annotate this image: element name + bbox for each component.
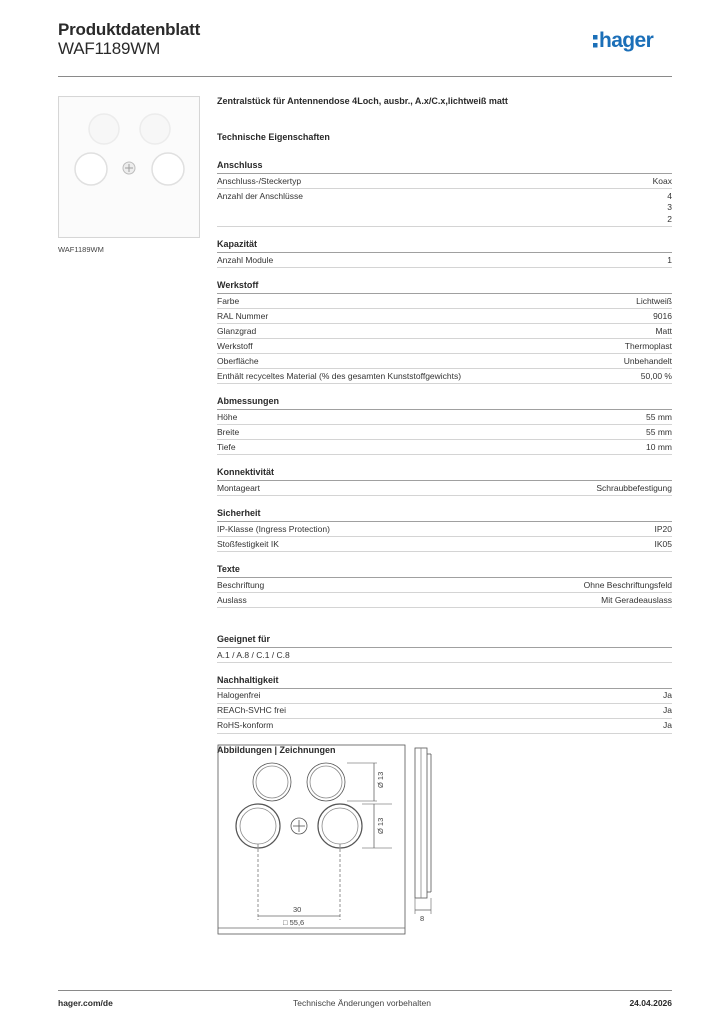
spec-label: A.1 / A.8 / C.1 / C.8 (217, 649, 290, 660)
spec-label: RAL Nummer (217, 310, 269, 321)
section-title: Geeignet für (217, 633, 672, 648)
spec-label: Beschriftung (217, 579, 265, 590)
hole-bottom-right (318, 804, 362, 848)
dim-label-hole-top: Ø 13 (376, 771, 385, 788)
spec-value-line: 9016 (653, 310, 672, 321)
logo-dot-top (593, 35, 598, 40)
spec-label: Tiefe (217, 441, 236, 452)
spec-label: Oberfläche (217, 355, 259, 366)
spec-row (217, 425, 672, 440)
section-title: Konnektivität (217, 466, 672, 481)
spec-row (217, 294, 672, 309)
spec-label: Auslass (217, 594, 247, 605)
spec-section (217, 674, 672, 734)
specifications (217, 96, 672, 761)
spec-value-line: Ja (663, 705, 672, 715)
spec-value-line: Ja (663, 720, 672, 730)
spec-value (663, 705, 672, 717)
spec-row (217, 481, 672, 496)
logo-dot-bottom (593, 43, 598, 48)
spec-value-line: 4 (667, 190, 672, 201)
spec-value (625, 341, 672, 353)
spec-value (653, 311, 672, 323)
spec-value (655, 524, 673, 536)
spec-value (663, 720, 672, 732)
spec-row (217, 593, 672, 608)
spec-section (217, 238, 672, 268)
spec-value-line: Thermoplast (624, 340, 672, 351)
spec-value (646, 412, 672, 424)
section-title: Texte (217, 563, 672, 578)
spec-row (217, 537, 672, 552)
section-title: Anschluss (217, 159, 672, 174)
header-divider (58, 76, 672, 77)
spec-label: REACh-SVHC frei (217, 705, 286, 715)
spec-row (217, 189, 672, 227)
spec-value (601, 595, 672, 607)
spec-section (217, 279, 672, 384)
spec-value-line: Schraubbefestigung (596, 482, 672, 493)
spec-row (217, 369, 672, 384)
spec-row (217, 324, 672, 339)
spec-row (217, 354, 672, 369)
footer-website: hager.com/de (58, 998, 113, 1008)
spec-section (217, 395, 672, 455)
spec-value-line: IK05 (654, 538, 672, 549)
spec-label: Höhe (217, 411, 238, 422)
spec-row (217, 578, 672, 593)
section-title: Kapazität (217, 238, 672, 253)
spec-value (624, 356, 672, 368)
spec-value-line: Koax (652, 175, 672, 186)
footer-date: 24.04.2026 (629, 998, 672, 1008)
product-description: Zentralstück für Antennendose 4Loch, ausbr., A.x/C.x,lichtweiß matt (217, 96, 508, 106)
logo-text: hager (599, 29, 654, 52)
spec-value (646, 442, 672, 454)
technical-properties-heading: Technische Eigenschaften (217, 132, 330, 142)
spec-section (217, 507, 672, 552)
spec-value-line: 55 mm (646, 411, 672, 422)
spec-row (217, 648, 672, 663)
spec-value (655, 539, 673, 551)
spec-row (217, 440, 672, 455)
spec-value (653, 176, 672, 188)
spec-label: IP-Klasse (Ingress Protection) (217, 523, 330, 534)
spec-value (667, 191, 672, 226)
spec-value (655, 326, 672, 338)
spec-section (217, 563, 672, 608)
sustainability-section (217, 674, 672, 734)
footer-divider (58, 990, 672, 991)
document-subtitle: WAF1189WM (58, 39, 161, 58)
hole-top-right (307, 763, 345, 801)
hole-top-left (253, 763, 291, 801)
section-title: Abmessungen (217, 395, 672, 410)
suitable-section (217, 633, 672, 663)
spec-label: Montageart (217, 482, 260, 493)
spec-value-line: Ja (663, 690, 672, 700)
dim-label-depth: 8 (420, 914, 425, 923)
spec-row (217, 719, 672, 734)
spec-row (217, 339, 672, 354)
spec-section (217, 633, 672, 663)
spec-value (646, 427, 672, 439)
hole-bottom-right-inner (322, 808, 358, 844)
spec-label: Anschluss-/Steckertyp (217, 175, 302, 186)
spec-value-line: 3 (667, 202, 672, 212)
spec-value-line: 2 (667, 213, 672, 224)
hole-bottom-left-inner (240, 808, 276, 844)
spec-row (217, 522, 672, 537)
spec-value-line: Lichtweiß (636, 295, 672, 306)
technical-drawing (217, 744, 440, 937)
spec-section (217, 159, 672, 227)
dim-label-hole-bottom: Ø 13 (376, 817, 385, 834)
spec-value (663, 690, 672, 702)
spec-value-line: Mit Geradeauslass (601, 594, 672, 605)
spec-label: Breite (217, 426, 240, 437)
spec-value-line: Unbehandelt (623, 355, 672, 366)
product-image-caption: WAF1189WM (58, 245, 104, 254)
spec-value-line: 55 mm (646, 426, 672, 437)
spec-row (217, 410, 672, 425)
spec-value (584, 580, 672, 592)
spec-value-line: Matt (655, 325, 672, 336)
hole-top-left-inner (256, 766, 288, 798)
spec-value (641, 371, 672, 383)
hole-top-right-inner (310, 766, 342, 798)
spec-label: Anzahl Module (217, 254, 274, 265)
spec-value-line: 50,00 % (640, 370, 672, 381)
dim-label-width: 30 (293, 905, 302, 914)
section-title: Sicherheit (217, 507, 672, 522)
spec-row (217, 704, 672, 719)
spec-value-line: 1 (667, 254, 672, 265)
spec-row (217, 689, 672, 704)
section-title: Nachhaltigkeit (217, 674, 672, 689)
spec-value-line: Ohne Beschriftungsfeld (583, 579, 672, 590)
spec-value (596, 483, 672, 495)
spec-value-line: 10 mm (646, 441, 672, 452)
spec-row (217, 174, 672, 189)
document-title: Produktdatenblatt (58, 20, 201, 39)
product-image (58, 96, 200, 238)
drawing-heading: Abbildungen | Zeichnungen (217, 744, 336, 755)
spec-label: Halogenfrei (217, 690, 261, 700)
spec-row (217, 309, 672, 324)
spec-label: Glanzgrad (217, 325, 257, 336)
spec-section (217, 466, 672, 496)
footer-notice: Technische Änderungen vorbehalten (293, 998, 431, 1008)
spec-sections (217, 159, 672, 608)
spec-label: Enthält recyceltes Material (% des gesamten Kunststoffgewichts) (217, 370, 462, 381)
dim-label-overall: □ 55,6 (283, 918, 305, 927)
section-title: Werkstoff (217, 279, 672, 294)
spec-value (667, 255, 672, 267)
hager-logo (591, 25, 673, 57)
spec-label: Anzahl der Anschlüsse (217, 190, 303, 201)
spec-value (636, 296, 672, 308)
spec-label: Werkstoff (217, 340, 253, 351)
spec-row (217, 253, 672, 268)
spec-label: RoHS-konform (217, 720, 274, 730)
spec-label: Stoßfestigkeit IK (217, 538, 279, 549)
hole-bottom-left (236, 804, 280, 848)
spec-value-line: IP20 (654, 523, 672, 534)
spec-label: Farbe (217, 295, 240, 306)
